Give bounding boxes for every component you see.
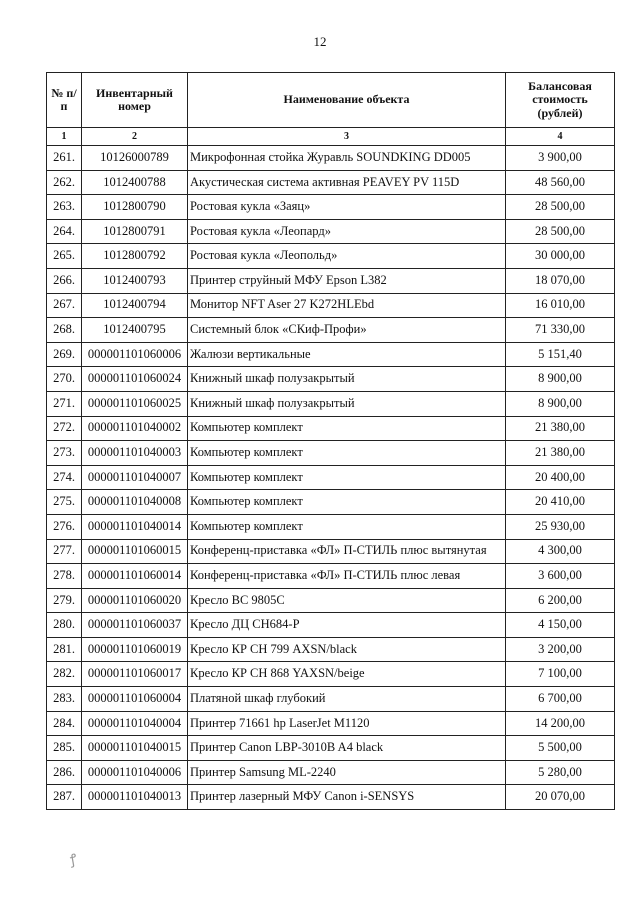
table-row [47,146,615,171]
object-name: Платяной шкаф глубокий [188,687,506,712]
table-row [47,539,615,564]
table-row [47,416,615,441]
inventory-number: 000001101040002 [82,416,188,441]
column-number: 1 [47,128,82,146]
inventory-number: 000001101060015 [82,539,188,564]
table-row [47,711,615,736]
object-name: Компьютер комплект [188,441,506,466]
balance-cost: 8 900,00 [506,391,615,416]
object-name: Принтер Samsung ML-2240 [188,760,506,785]
object-name: Принтер 71661 hp LaserJet M1120 [188,711,506,736]
inventory-number: 000001101060014 [82,564,188,589]
row-number: 276. [47,514,82,539]
table-row [47,514,615,539]
balance-cost: 48 560,00 [506,170,615,195]
header-balance-cost: Балансовая стоимость (рублей) [506,73,615,128]
inventory-number: 000001101060019 [82,637,188,662]
inventory-number: 1012400794 [82,293,188,318]
row-number: 272. [47,416,82,441]
inventory-number: 000001101060024 [82,367,188,392]
object-name: Компьютер комплект [188,514,506,539]
object-name: Жалюзи вертикальные [188,342,506,367]
table-row [47,244,615,269]
row-number: 271. [47,391,82,416]
object-name: Компьютер комплект [188,465,506,490]
inventory-number: 000001101040013 [82,785,188,810]
inventory-number: 000001101040015 [82,736,188,761]
inventory-number: 000001101040004 [82,711,188,736]
row-number: 261. [47,146,82,171]
balance-cost: 28 500,00 [506,195,615,220]
table-row [47,293,615,318]
balance-cost: 4 300,00 [506,539,615,564]
page-number: 12 [313,34,327,49]
inventory-number: 000001101040003 [82,441,188,466]
inventory-number: 000001101060006 [82,342,188,367]
row-number: 266. [47,268,82,293]
object-name: Акустическая система активная PEAVEY PV 115D [188,170,506,195]
row-number: 277. [47,539,82,564]
row-number: 273. [47,441,82,466]
inventory-number: 000001101060037 [82,613,188,638]
balance-cost: 6 200,00 [506,588,615,613]
inventory-number: 000001101060025 [82,391,188,416]
object-name: Кресло КР СН 868 YAXSN/beige [188,662,506,687]
column-number-row [47,128,615,146]
row-number: 264. [47,219,82,244]
table-row [47,170,615,195]
row-number: 263. [47,195,82,220]
table-row [47,219,615,244]
balance-cost: 3 200,00 [506,637,615,662]
row-number: 265. [47,244,82,269]
inventory-number: 000001101040014 [82,514,188,539]
table-row [47,687,615,712]
pen-mark-icon: ꝭ [68,852,79,869]
inventory-number: 000001101040006 [82,760,188,785]
table-row [47,268,615,293]
row-number: 283. [47,687,82,712]
table-row [47,662,615,687]
object-name: Книжный шкаф полузакрытый [188,391,506,416]
inventory-number: 000001101060020 [82,588,188,613]
row-number: 270. [47,367,82,392]
balance-cost: 25 930,00 [506,514,615,539]
row-number: 279. [47,588,82,613]
row-number: 269. [47,342,82,367]
column-number: 3 [188,128,506,146]
header-object-name: Наименование объекта [188,73,506,128]
inventory-number: 000001101060017 [82,662,188,687]
table-row [47,637,615,662]
row-number: 284. [47,711,82,736]
table-row [47,760,615,785]
header-inventory-number: Инвентарный номер [82,73,188,128]
inventory-number: 1012400788 [82,170,188,195]
object-name: Принтер лазерный МФУ Canon i-SENSYS [188,785,506,810]
balance-cost: 30 000,00 [506,244,615,269]
object-name: Конференц-приставка «ФЛ» П-СТИЛЬ плюс левая [188,564,506,589]
table-row [47,465,615,490]
inventory-number: 10126000789 [82,146,188,171]
table-row [47,342,615,367]
inventory-number: 000001101060004 [82,687,188,712]
object-name: Принтер Canon LBP-3010B A4 black [188,736,506,761]
inventory-number: 1012800792 [82,244,188,269]
balance-cost: 28 500,00 [506,219,615,244]
inventory-number: 1012400795 [82,318,188,343]
header-num: № п/п [47,73,82,128]
balance-cost: 20 410,00 [506,490,615,515]
balance-cost: 4 150,00 [506,613,615,638]
balance-cost: 71 330,00 [506,318,615,343]
table-row [47,564,615,589]
row-number: 274. [47,465,82,490]
object-name: Микрофонная стойка Журавль SOUNDKING DD005 [188,146,506,171]
balance-cost: 3 900,00 [506,146,615,171]
table-row [47,588,615,613]
object-name: Ростовая кукла «Леопард» [188,219,506,244]
object-name: Кресло ДЦ СН684-Р [188,613,506,638]
object-name: Кресло ВС 9805С [188,588,506,613]
balance-cost: 20 070,00 [506,785,615,810]
table-row [47,367,615,392]
row-number: 282. [47,662,82,687]
column-number: 4 [506,128,615,146]
balance-cost: 16 010,00 [506,293,615,318]
inventory-number: 1012400793 [82,268,188,293]
table-row [47,736,615,761]
balance-cost: 5 280,00 [506,760,615,785]
table-row [47,318,615,343]
row-number: 275. [47,490,82,515]
table-row [47,490,615,515]
inventory-number: 1012800791 [82,219,188,244]
row-number: 268. [47,318,82,343]
header-row [47,73,615,128]
balance-cost: 6 700,00 [506,687,615,712]
object-name: Компьютер комплект [188,416,506,441]
table-row [47,195,615,220]
row-number: 281. [47,637,82,662]
balance-cost: 21 380,00 [506,416,615,441]
object-name: Компьютер комплект [188,490,506,515]
object-name: Кресло КР СН 799 AXSN/black [188,637,506,662]
object-name: Конференц-приставка «ФЛ» П-СТИЛЬ плюс вытянутая [188,539,506,564]
object-name: Принтер струйный МФУ Epson L382 [188,268,506,293]
object-name: Монитор NFT Aser 27 K272HLEbd [188,293,506,318]
balance-cost: 5 151,40 [506,342,615,367]
row-number: 285. [47,736,82,761]
column-number: 2 [82,128,188,146]
row-number: 278. [47,564,82,589]
balance-cost: 20 400,00 [506,465,615,490]
inventory-number: 000001101040007 [82,465,188,490]
row-number: 280. [47,613,82,638]
inventory-table [46,72,615,810]
balance-cost: 7 100,00 [506,662,615,687]
table-row [47,785,615,810]
row-number: 262. [47,170,82,195]
inventory-number: 1012800790 [82,195,188,220]
row-number: 286. [47,760,82,785]
object-name: Книжный шкаф полузакрытый [188,367,506,392]
table-row [47,613,615,638]
balance-cost: 3 600,00 [506,564,615,589]
balance-cost: 8 900,00 [506,367,615,392]
row-number: 287. [47,785,82,810]
balance-cost: 5 500,00 [506,736,615,761]
balance-cost: 18 070,00 [506,268,615,293]
balance-cost: 21 380,00 [506,441,615,466]
object-name: Ростовая кукла «Заяц» [188,195,506,220]
object-name: Системный блок «СКиф-Профи» [188,318,506,343]
row-number: 267. [47,293,82,318]
table-row [47,391,615,416]
table-row [47,441,615,466]
inventory-number: 000001101040008 [82,490,188,515]
balance-cost: 14 200,00 [506,711,615,736]
object-name: Ростовая кукла «Леопольд» [188,244,506,269]
